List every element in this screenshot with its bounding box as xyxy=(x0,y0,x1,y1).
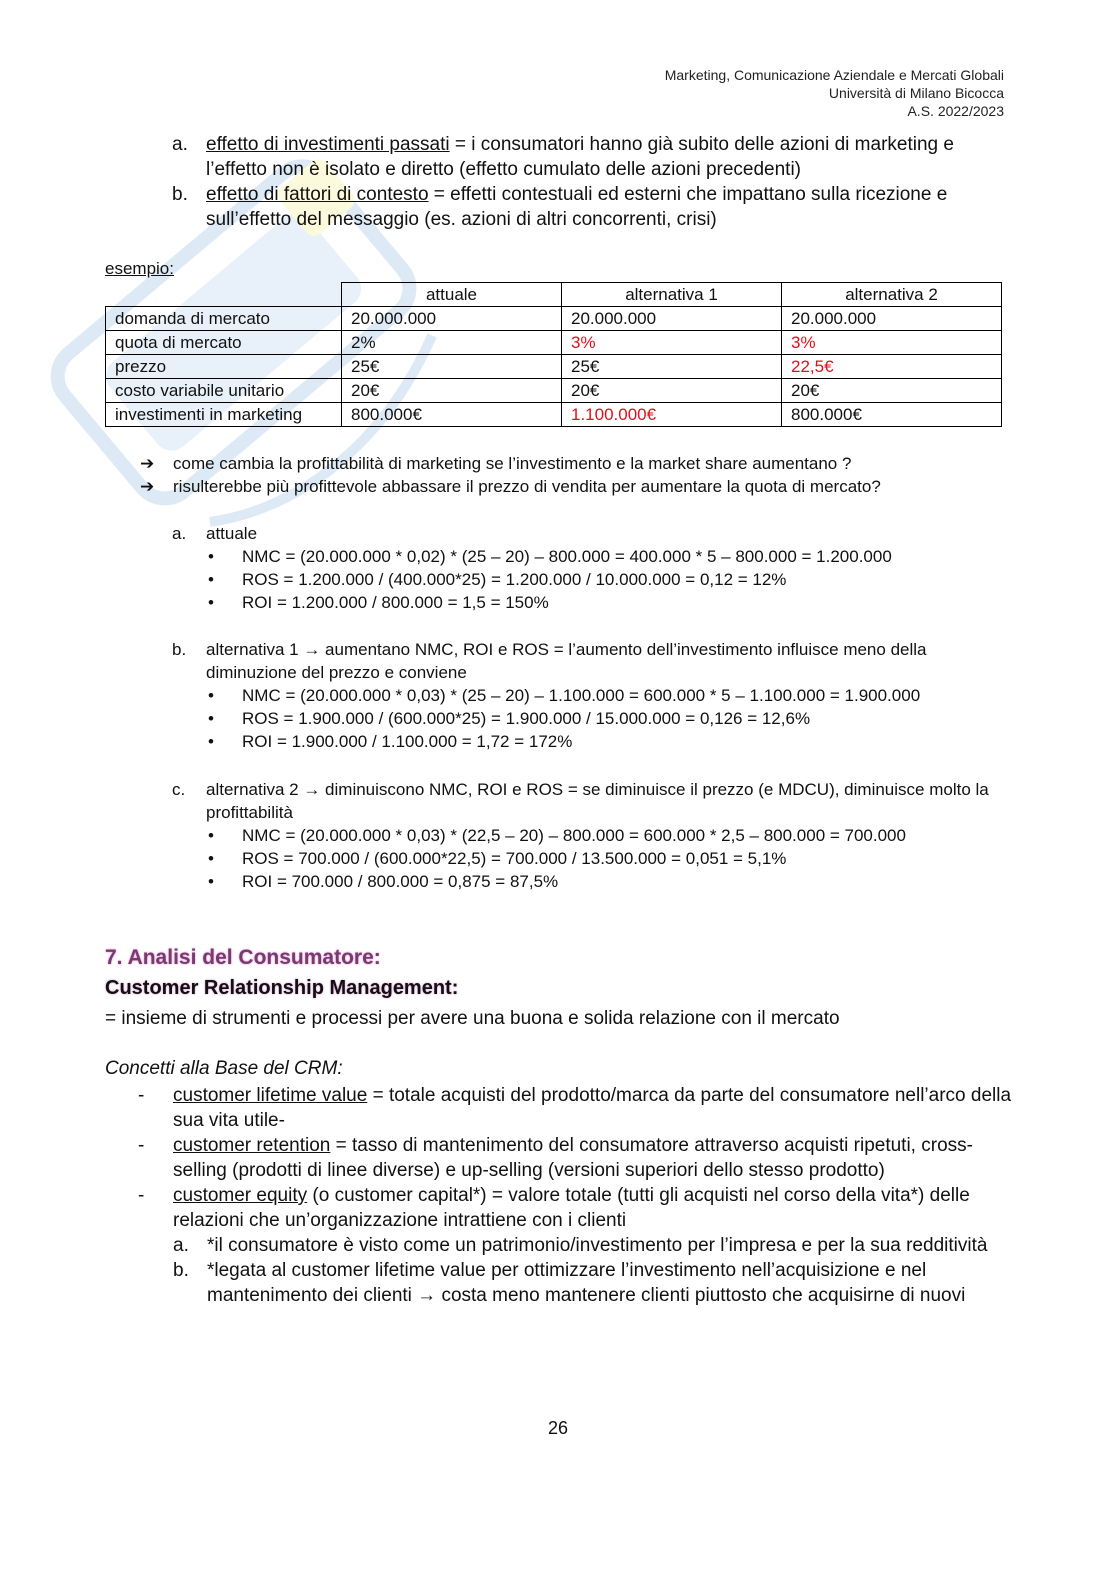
formula: ROS = 1.200.000 / (400.000*25) = 1.200.000 / 10.000.000 = 0,12 = 12% xyxy=(242,570,787,589)
formula: NMC = (20.000.000 * 0,03) * (25 – 20) – 1.100.000 = 600.000 * 5 – 1.100.000 = 1.900.000 xyxy=(242,686,921,705)
bullet-icon: • xyxy=(208,872,214,891)
term: customer retention xyxy=(173,1135,331,1156)
list-item xyxy=(172,182,1012,232)
header-university: Università di Milano Bicocca xyxy=(828,85,1004,101)
alternative-title: attuale xyxy=(206,524,258,543)
bullet-icon: • xyxy=(208,732,214,751)
definition: (o customer capital*) = valore totale (tutti gli acquisti nel corso della vita*) delle relazioni che un’organizzazione intrattiene con i clienti xyxy=(173,1185,970,1231)
list-item xyxy=(206,730,1012,753)
term: customer lifetime value xyxy=(173,1085,368,1106)
alternative-title: alternativa 1 → aumentano NMC, ROI e ROS = l’aumento dell’investimento influisce meno della diminuzione del prezzo e conviene xyxy=(206,640,927,682)
table-cell: 20€ xyxy=(342,379,562,403)
table-cell: 20€ xyxy=(782,379,1002,403)
definition: = totale acquisti del prodotto/marca da parte del consumatore nell’arco della sua vita utile- xyxy=(173,1085,1012,1131)
crm-list xyxy=(138,1083,1018,1308)
formula: ROI = 700.000 / 800.000 = 0,875 = 87,5% xyxy=(242,872,559,891)
arrow-right-icon: ➔ xyxy=(140,454,155,473)
list-item xyxy=(206,870,1012,893)
formula: ROS = 700.000 / (600.000*22,5) = 700.000 / 13.500.000 = 0,051 = 5,1% xyxy=(242,849,787,868)
list-marker: a. xyxy=(172,134,188,155)
formula: NMC = (20.000.000 * 0,02) * (25 – 20) – 800.000 = 400.000 * 5 – 800.000 = 1.200.000 xyxy=(242,547,892,566)
example-table xyxy=(105,282,1002,427)
dash-marker: - xyxy=(138,1185,145,1206)
table-cell: 20.000.000 xyxy=(562,307,782,331)
formula: ROS = 1.900.000 / (600.000*25) = 1.900.000 / 15.000.000 = 0,126 = 12,6% xyxy=(242,709,811,728)
table-cell-highlight: 1.100.000€ xyxy=(562,403,782,427)
table-row xyxy=(106,379,1002,403)
table-cell: 2% xyxy=(342,331,562,355)
bullet-icon: • xyxy=(208,593,214,612)
list-item xyxy=(206,847,1012,870)
list-item xyxy=(140,452,881,475)
bullet-icon: • xyxy=(208,849,214,868)
table-corner xyxy=(106,283,342,307)
list-marker: b. xyxy=(173,1260,189,1281)
section-title: 7. Analisi del Consumatore: xyxy=(105,946,381,969)
list-item xyxy=(206,545,1012,568)
bullet-icon: • xyxy=(208,686,214,705)
alternative-block xyxy=(172,778,1012,893)
formula: ROI = 1.900.000 / 1.100.000 = 1,72 = 172% xyxy=(242,732,573,751)
col-header: alternativa 2 xyxy=(782,283,1002,307)
list-item xyxy=(138,1183,1018,1233)
term: effetto di investimenti passati xyxy=(206,134,450,155)
table-row xyxy=(106,307,1002,331)
list-marker: c. xyxy=(172,780,186,799)
list-marker: b. xyxy=(172,184,188,205)
section-subtitle: Customer Relationship Management: xyxy=(105,977,459,999)
question-text: risulterebbe più profittevole abbassare il prezzo di vendita per aumentare la quota di mercato? xyxy=(173,477,881,496)
list-item xyxy=(206,824,1012,847)
definition: = i consumatori hanno già subito delle azioni di marketing e l’effetto non è isolato e diretto (effetto cumulato delle azioni precedenti) xyxy=(206,134,954,180)
list-item xyxy=(206,591,1012,614)
bullet-icon: • xyxy=(208,826,214,845)
page-header xyxy=(665,66,1004,120)
list-marker: b. xyxy=(172,640,187,659)
table-cell: 20€ xyxy=(562,379,782,403)
alternative-block xyxy=(172,522,1012,614)
table-cell-highlight: 3% xyxy=(782,331,1002,355)
alternative-title: alternativa 2 → diminuiscono NMC, ROI e ROS = se diminuisce il prezzo (e MDCU), diminuisce molto la profittabilità xyxy=(206,780,989,822)
row-label: costo variabile unitario xyxy=(106,379,342,403)
dash-marker: - xyxy=(138,1085,145,1106)
table-cell: 800.000€ xyxy=(342,403,562,427)
note-text: *legata al customer lifetime value per ottimizzare l’investimento nell’acquisizione e nel mantenimento dei clienti → costa meno mantenere clienti piuttosto che acquisirne di nuovi xyxy=(207,1260,966,1306)
list-item xyxy=(206,707,1012,730)
row-label: investimenti in marketing xyxy=(106,403,342,427)
col-header: attuale xyxy=(342,283,562,307)
table-row xyxy=(106,355,1002,379)
page-number: 26 xyxy=(547,1418,569,1438)
table-header-row xyxy=(106,283,1002,307)
list-marker: a. xyxy=(172,524,187,543)
concepts-heading: Concetti alla Base del CRM: xyxy=(105,1058,343,1079)
crm-sub-list xyxy=(173,1233,1018,1308)
example-label: esempio: xyxy=(105,259,174,278)
term: customer equity xyxy=(173,1185,308,1206)
bullet-icon: • xyxy=(208,709,214,728)
list-item xyxy=(138,1083,1018,1133)
table-cell: 25€ xyxy=(562,355,782,379)
list-item xyxy=(140,475,881,498)
term: effetto di fattori di contesto xyxy=(206,184,429,205)
table-cell: 20.000.000 xyxy=(342,307,562,331)
question-list xyxy=(140,452,881,498)
bullet-icon: • xyxy=(208,547,214,566)
alternative-block xyxy=(172,638,1012,753)
list-item xyxy=(172,132,1012,182)
row-label: prezzo xyxy=(106,355,342,379)
table-cell: 800.000€ xyxy=(782,403,1002,427)
list-item xyxy=(138,1133,1018,1183)
list-item xyxy=(206,568,1012,591)
table-cell: 25€ xyxy=(342,355,562,379)
dash-marker: - xyxy=(138,1135,145,1156)
question-text: come cambia la profittabilità di marketing se l’investimento e la market share aumentano ? xyxy=(173,454,852,473)
table-cell-highlight: 22,5€ xyxy=(782,355,1002,379)
section-definition: = insieme di strumenti e processi per avere una buona e solida relazione con il mercato xyxy=(105,1008,840,1029)
definition: = tasso di mantenimento del consumatore attraverso acquisti ripetuti, cross-selling (prodotti di linee diverse) e up-selling (versioni superiori dello stesso prodotto) xyxy=(173,1135,973,1181)
col-header: alternativa 1 xyxy=(562,283,782,307)
row-label: domanda di mercato xyxy=(106,307,342,331)
table-cell-highlight: 3% xyxy=(562,331,782,355)
list-marker: a. xyxy=(173,1235,189,1256)
bullet-list xyxy=(206,824,1012,893)
list-item xyxy=(173,1233,1018,1258)
header-course: Marketing, Comunicazione Aziendale e Mercati Globali xyxy=(664,67,1004,83)
bullet-list xyxy=(206,684,1012,753)
table-row xyxy=(106,331,1002,355)
arrow-right-icon: ➔ xyxy=(140,477,155,496)
table-row xyxy=(106,403,1002,427)
list-item xyxy=(173,1258,1018,1308)
definition: = effetti contestuali ed esterni che impattano sulla ricezione e sull’effetto del messaggio (es. azioni di altri concorrenti, crisi) xyxy=(206,184,948,230)
formula: ROI = 1.200.000 / 800.000 = 1,5 = 150% xyxy=(242,593,549,612)
intro-list xyxy=(172,132,1012,232)
note-text: *il consumatore è visto come un patrimonio/investimento per l’impresa e per la sua redditività xyxy=(207,1235,988,1256)
row-label: quota di mercato xyxy=(106,331,342,355)
table-cell: 20.000.000 xyxy=(782,307,1002,331)
bullet-icon: • xyxy=(208,570,214,589)
list-item xyxy=(206,684,1012,707)
bullet-list xyxy=(206,545,1012,614)
formula: NMC = (20.000.000 * 0,03) * (22,5 – 20) – 800.000 = 600.000 * 2,5 – 800.000 = 700.000 xyxy=(242,826,906,845)
header-year: A.S. 2022/2023 xyxy=(907,103,1004,119)
